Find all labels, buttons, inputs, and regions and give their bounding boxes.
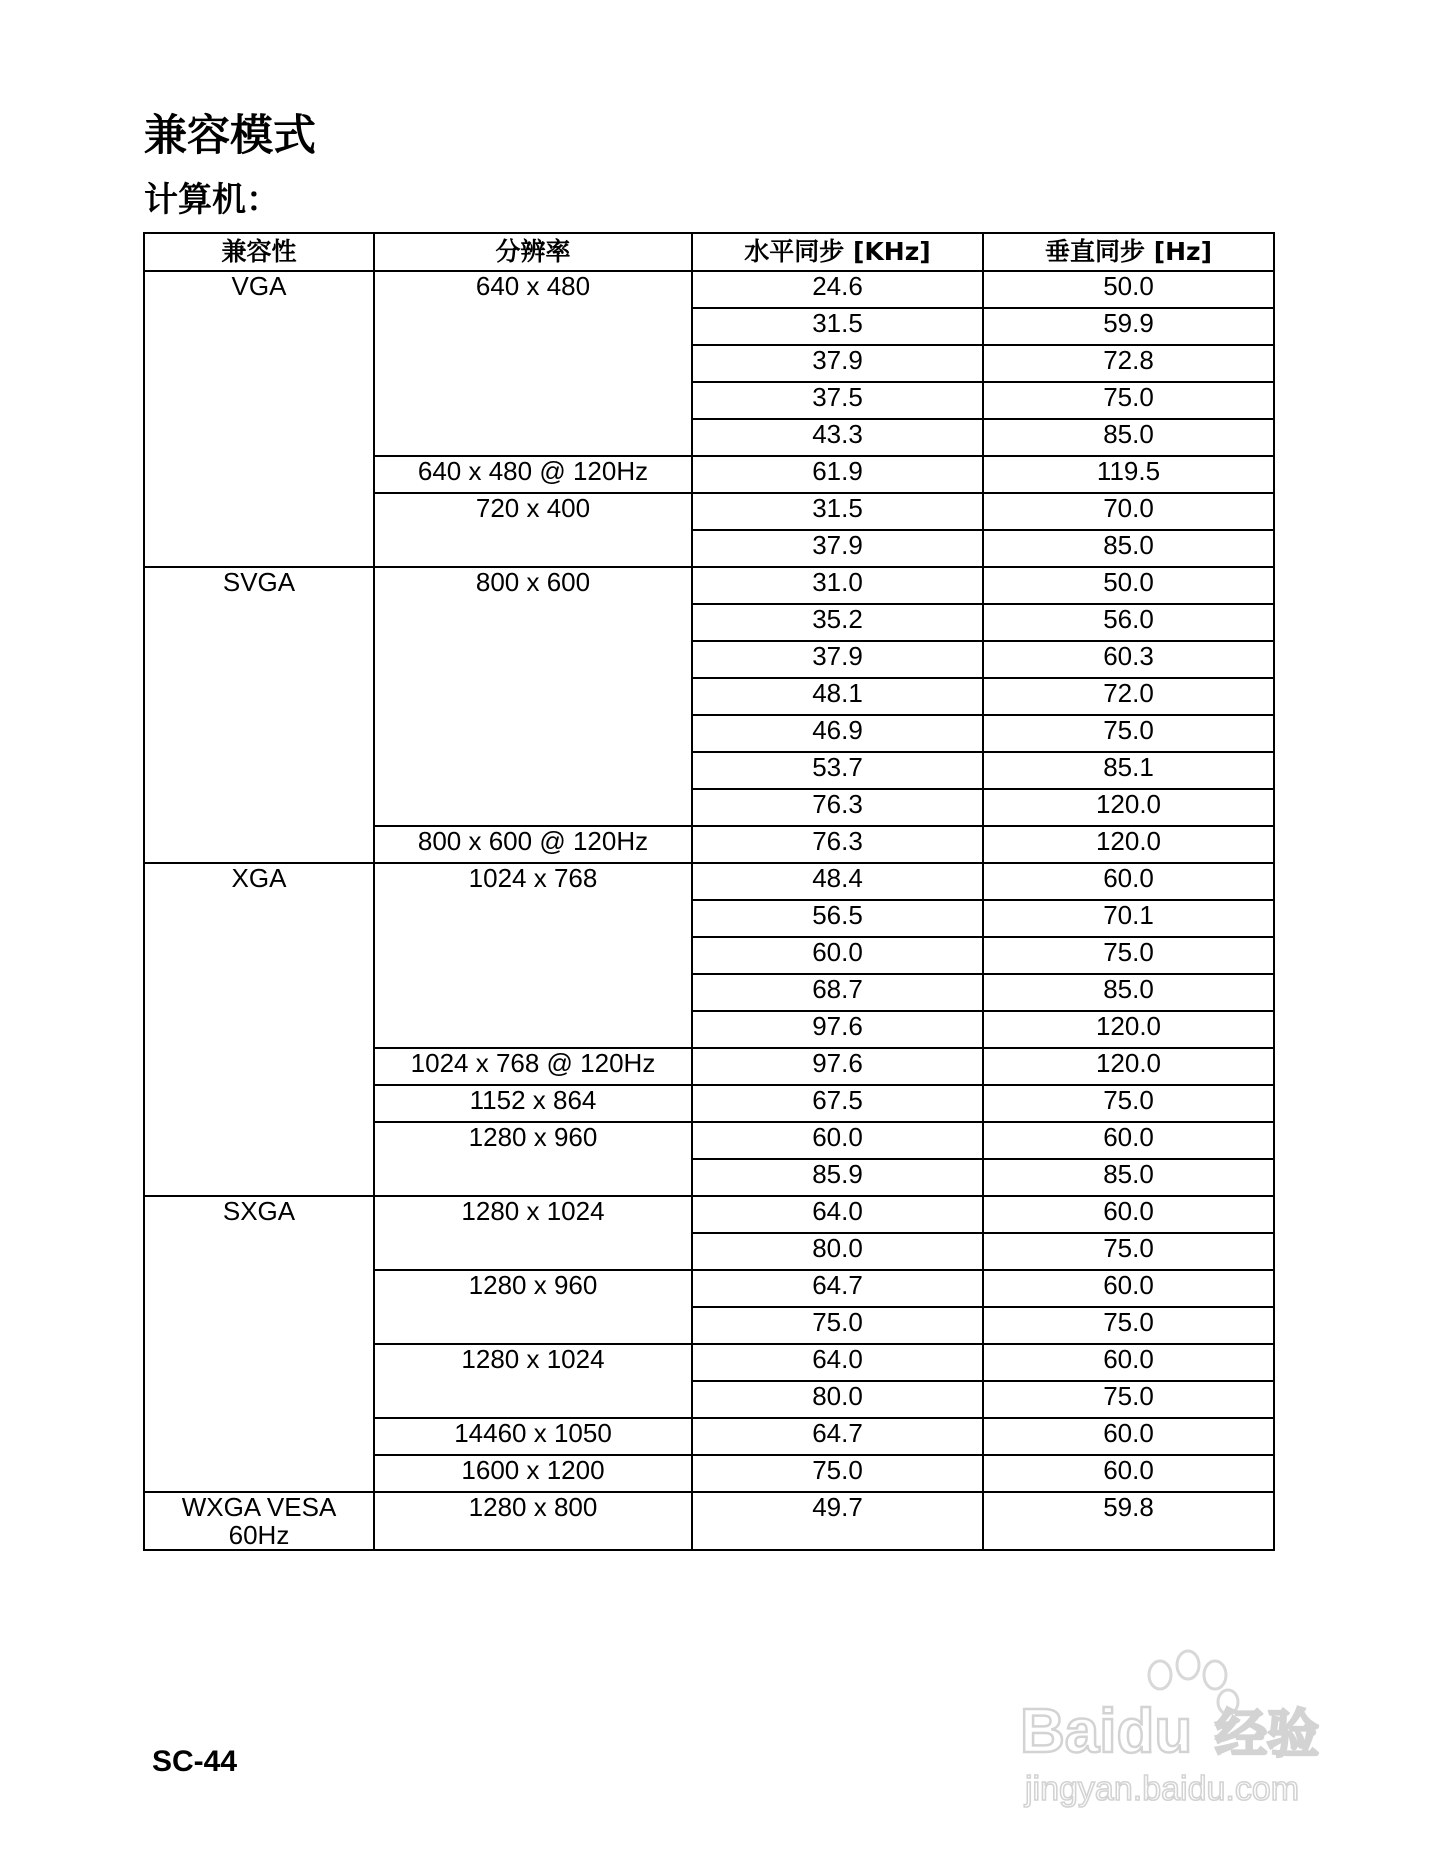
- vsync-cell: 60.0: [983, 1196, 1274, 1233]
- vsync-cell: 119.5: [983, 456, 1274, 493]
- resolution-cell: 1024 x 768: [374, 863, 692, 1048]
- resolution-cell: 1280 x 1024: [374, 1344, 692, 1418]
- table-row: [144, 1196, 1274, 1233]
- vsync-cell: 75.0: [983, 1307, 1274, 1344]
- resolution-cell: 800 x 600: [374, 567, 692, 826]
- table-header-row: [144, 233, 1274, 271]
- resolution-cell: 14460 x 1050: [374, 1418, 692, 1455]
- hsync-cell: 64.0: [692, 1196, 983, 1233]
- hsync-cell: 64.0: [692, 1344, 983, 1381]
- resolution-cell: 1280 x 800: [374, 1492, 692, 1550]
- vsync-cell: 75.0: [983, 1233, 1274, 1270]
- resolution-cell: 640 x 480 @ 120Hz: [374, 456, 692, 493]
- vsync-cell: 60.0: [983, 863, 1274, 900]
- vsync-cell: 50.0: [983, 271, 1274, 308]
- compatibility-table: [143, 232, 1275, 1551]
- resolution-cell: 1280 x 960: [374, 1270, 692, 1344]
- vsync-cell: 60.0: [983, 1122, 1274, 1159]
- hsync-cell: 37.5: [692, 382, 983, 419]
- hsync-cell: 64.7: [692, 1270, 983, 1307]
- resolution-cell: 720 x 400: [374, 493, 692, 567]
- resolution-cell: 1600 x 1200: [374, 1455, 692, 1492]
- resolution-cell: 1280 x 1024: [374, 1196, 692, 1270]
- hsync-cell: 48.1: [692, 678, 983, 715]
- vsync-cell: 85.0: [983, 419, 1274, 456]
- vsync-cell: 120.0: [983, 1048, 1274, 1085]
- hsync-cell: 76.3: [692, 789, 983, 826]
- vsync-cell: 50.0: [983, 567, 1274, 604]
- table-row: [144, 271, 1274, 308]
- vsync-cell: 72.0: [983, 678, 1274, 715]
- page-number: SC-44: [152, 1745, 238, 1778]
- hsync-cell: 46.9: [692, 715, 983, 752]
- hsync-cell: 53.7: [692, 752, 983, 789]
- vsync-cell: 56.0: [983, 604, 1274, 641]
- hsync-cell: 37.9: [692, 345, 983, 382]
- table-row: [144, 863, 1274, 900]
- hsync-cell: 97.6: [692, 1048, 983, 1085]
- hsync-cell: 61.9: [692, 456, 983, 493]
- vsync-cell: 60.0: [983, 1455, 1274, 1492]
- compat-cell: SXGA: [144, 1196, 374, 1492]
- header-vsync: 垂直同步 [Hz]: [983, 233, 1274, 271]
- vsync-cell: 75.0: [983, 1381, 1274, 1418]
- hsync-cell: 67.5: [692, 1085, 983, 1122]
- compat-cell: SVGA: [144, 567, 374, 863]
- hsync-cell: 37.9: [692, 641, 983, 678]
- hsync-cell: 64.7: [692, 1418, 983, 1455]
- hsync-cell: 43.3: [692, 419, 983, 456]
- compat-cell: XGA: [144, 863, 374, 1196]
- hsync-cell: 31.5: [692, 493, 983, 530]
- hsync-cell: 56.5: [692, 900, 983, 937]
- watermark-url: jingyan.baidu.com: [1025, 1770, 1300, 1808]
- hsync-cell: 80.0: [692, 1233, 983, 1270]
- header-hsync: 水平同步 [KHz]: [692, 233, 983, 271]
- baidu-watermark: [1010, 1640, 1340, 1810]
- vsync-cell: 85.0: [983, 530, 1274, 567]
- vsync-cell: 75.0: [983, 382, 1274, 419]
- page-title: 兼容模式: [144, 111, 316, 161]
- hsync-cell: 60.0: [692, 937, 983, 974]
- compat-cell: VGA: [144, 271, 374, 567]
- vsync-cell: 75.0: [983, 1085, 1274, 1122]
- vsync-cell: 120.0: [983, 826, 1274, 863]
- header-compat: 兼容性: [144, 233, 374, 271]
- hsync-cell: 76.3: [692, 826, 983, 863]
- vsync-cell: 72.8: [983, 345, 1274, 382]
- vsync-cell: 120.0: [983, 789, 1274, 826]
- vsync-cell: 60.0: [983, 1418, 1274, 1455]
- hsync-cell: 80.0: [692, 1381, 983, 1418]
- vsync-cell: 85.0: [983, 1159, 1274, 1196]
- vsync-cell: 70.1: [983, 900, 1274, 937]
- hsync-cell: 60.0: [692, 1122, 983, 1159]
- vsync-cell: 60.0: [983, 1344, 1274, 1381]
- resolution-cell: 800 x 600 @ 120Hz: [374, 826, 692, 863]
- compat-line-1: WXGA VESA: [181, 1492, 337, 1522]
- hsync-cell: 49.7: [692, 1492, 983, 1550]
- vsync-cell: 59.9: [983, 308, 1274, 345]
- hsync-cell: 85.9: [692, 1159, 983, 1196]
- hsync-cell: 68.7: [692, 974, 983, 1011]
- hsync-cell: 35.2: [692, 604, 983, 641]
- hsync-cell: 24.6: [692, 271, 983, 308]
- compat-line-2: 60Hz: [228, 1520, 290, 1550]
- hsync-cell: 48.4: [692, 863, 983, 900]
- hsync-cell: 31.0: [692, 567, 983, 604]
- vsync-cell: 85.1: [983, 752, 1274, 789]
- vsync-cell: 75.0: [983, 937, 1274, 974]
- vsync-cell: 60.0: [983, 1270, 1274, 1307]
- watermark-brand: Baidu: [1020, 1697, 1193, 1766]
- resolution-cell: 640 x 480: [374, 271, 692, 456]
- table-row: [144, 1492, 1274, 1550]
- header-resolution: 分辨率: [374, 233, 692, 271]
- hsync-cell: 31.5: [692, 308, 983, 345]
- resolution-cell: 1280 x 960: [374, 1122, 692, 1196]
- resolution-cell: 1024 x 768 @ 120Hz: [374, 1048, 692, 1085]
- hsync-cell: 97.6: [692, 1011, 983, 1048]
- table-row: [144, 567, 1274, 604]
- hsync-cell: 75.0: [692, 1455, 983, 1492]
- vsync-cell: 85.0: [983, 974, 1274, 1011]
- compat-cell: [144, 1492, 374, 1550]
- vsync-cell: 60.3: [983, 641, 1274, 678]
- hsync-cell: 75.0: [692, 1307, 983, 1344]
- vsync-cell: 75.0: [983, 715, 1274, 752]
- section-subtitle: 计算机：: [144, 180, 280, 220]
- vsync-cell: 70.0: [983, 493, 1274, 530]
- vsync-cell: 59.8: [983, 1492, 1274, 1550]
- vsync-cell: 120.0: [983, 1011, 1274, 1048]
- hsync-cell: 37.9: [692, 530, 983, 567]
- resolution-cell: 1152 x 864: [374, 1085, 692, 1122]
- watermark-brand-cn: 经验: [1215, 1705, 1320, 1765]
